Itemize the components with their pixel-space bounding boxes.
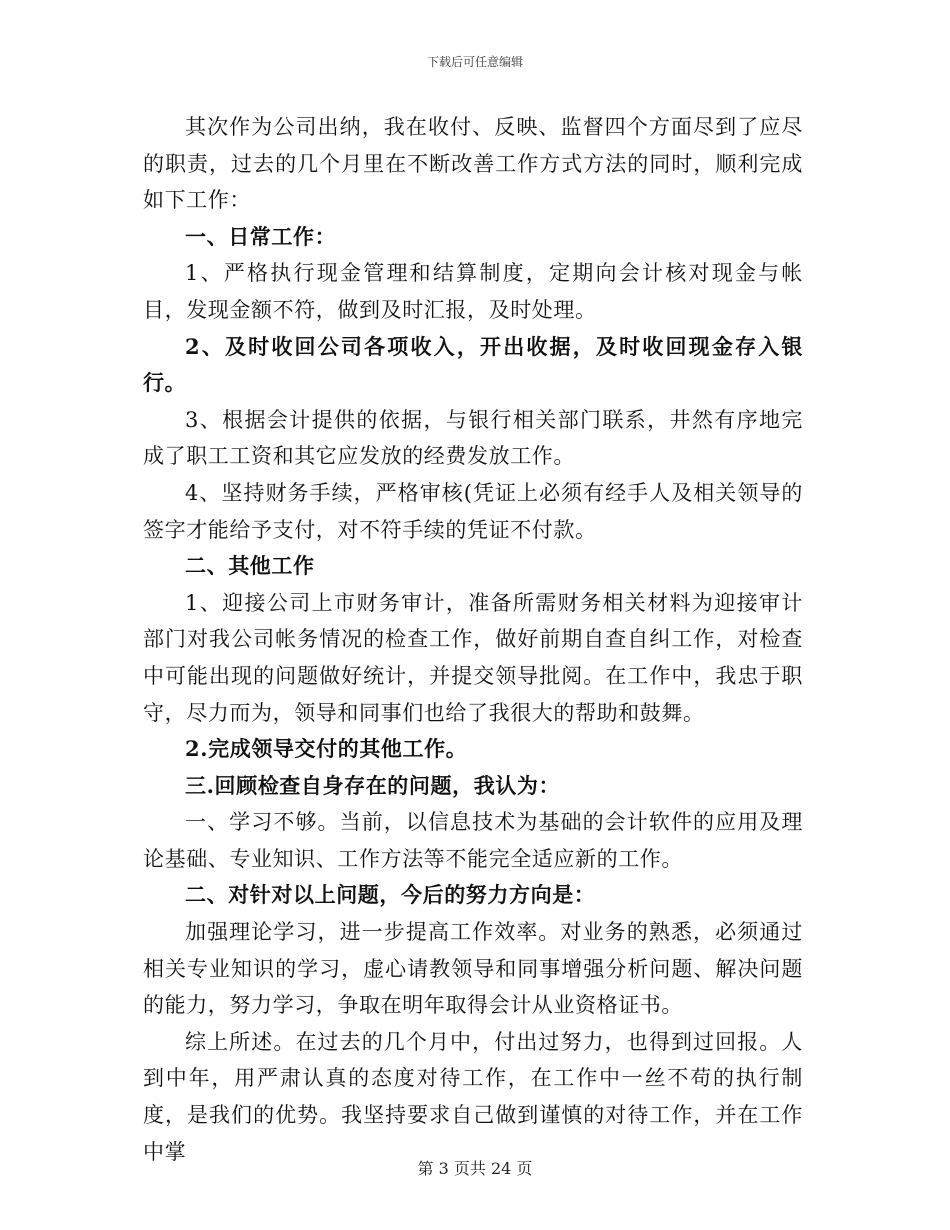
paragraph: 2.完成领导交付的其他工作。	[185, 736, 468, 762]
paragraph: 3、根据会计提供的依据，与银行相关部门联系，井然有序地完成了职工工资和其它应发放的经费发放工作。	[143, 407, 803, 469]
section-heading: 三.回顾检查自身存在的问题，我认为：	[185, 772, 561, 798]
paragraph: 1、迎接公司上市财务审计，准备所需财务相关材料为迎接审计部门对我公司帐务情况的检查工作，做好前期自查自纠工作，对检查中可能出现的问题做好统计，并提交领导批阅。在工作中，我忠于职守，尽力而为，领导和同事们也给了我很大的帮助和鼓舞。	[143, 590, 803, 725]
paragraph: 加强理论学习，进一步提高工作效率。对业务的熟悉，必须通过相关专业知识的学习，虚心请教领导和同事增强分析问题、解决问题的能力，努力学习，争取在明年取得会计从业资格证书。	[143, 920, 803, 1018]
section-heading: 一、日常工作：	[185, 223, 337, 249]
paragraph: 一、学习不够。当前，以信息技术为基础的会计软件的应用及理论基础、专业知识、工作方法等不能完全适应新的工作。	[143, 810, 803, 871]
section-heading: 二、对针对以上问题，今后的努力方向是：	[185, 882, 596, 908]
paragraph: 综上所述。在过去的几个月中，付出过努力，也得到过回报。人到中年，用严肃认真的态度对待工作，在工作中一丝不苟的执行制度，是我们的优势。我坚持要求自己做到谨慎的对待工作，并在工作中掌	[143, 1029, 803, 1164]
paragraph: 其次作为公司出纳，我在收付、反映、监督四个方面尽到了应尽的职责，过去的几个月里在不断改善工作方式方法的同时，顺利完成如下工作：	[143, 115, 803, 213]
paragraph: 4、坚持财务手续，严格审核(凭证上必须有经手人及相关领导的签字才能给予支付，对不符手续的凭证不付款。	[143, 480, 803, 542]
page-header: 下载后可任意编辑	[426, 55, 523, 69]
section-heading: 二、其他工作	[185, 553, 315, 579]
paragraph: 1、严格执行现金管理和结算制度，定期向会计核对现金与帐目，发现金额不符，做到及时汇报，及时处理。	[143, 261, 803, 322]
document-body	[143, 109, 803, 1170]
paragraph: 2、及时收回公司各项收入，开出收据，及时收回现金存入银行。	[143, 333, 803, 396]
page-footer: 第 3 页共 24 页	[417, 1159, 533, 1178]
